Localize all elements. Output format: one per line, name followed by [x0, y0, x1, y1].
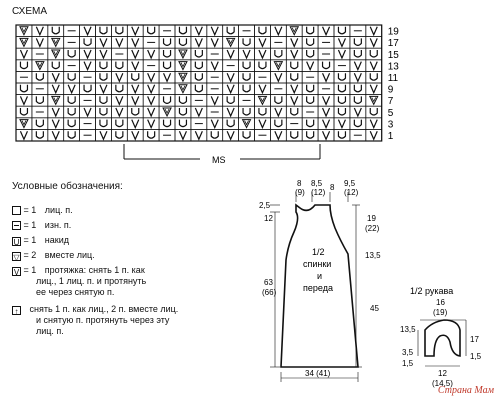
body-label-line1: 1/2	[312, 247, 325, 257]
sleeve-bottom-dim: 12	[438, 369, 447, 378]
body-right-dim: 19	[367, 214, 376, 223]
purl-stitch-icon	[12, 221, 21, 230]
body-right-dim: 13,5	[365, 251, 381, 260]
row-number: 5	[387, 107, 394, 119]
body-left-dim: 12	[264, 214, 273, 223]
sleeve-top-dim: 16	[436, 298, 445, 307]
body-left-dim: (66)	[262, 288, 277, 297]
sleeve-left-dim: 1,5	[402, 359, 414, 368]
sleeve-bottom-dim-alt: (14,5)	[432, 379, 453, 388]
stitch-chart-row-numbers	[388, 27, 400, 142]
sleeve-right-dim: 1,5	[470, 352, 482, 361]
body-top-dim: (12)	[344, 188, 359, 197]
body-top-dim: (12)	[311, 188, 326, 197]
row-number: 7	[387, 96, 394, 108]
knit-stitch-icon	[12, 206, 21, 215]
stitch-chart-grid	[16, 25, 382, 141]
repeat-label: MS	[212, 155, 226, 165]
body-label-line4: переда	[303, 283, 333, 293]
body-right-dim: (22)	[365, 224, 380, 233]
body-left-dim: 2,5	[259, 201, 271, 210]
body-bottom-dim: 34 (41)	[305, 369, 331, 378]
row-number: 17	[387, 38, 399, 50]
legend-continuation: ее через снятую п.	[36, 287, 115, 297]
legend-item-ssk: V = 1 протяжка: снять 1 п. как	[13, 265, 145, 277]
legend-item-sk2p: ↑ снять 1 п. как лиц., 2 п. вместе лиц.	[12, 304, 178, 315]
sleeve-pattern-outline	[425, 320, 460, 356]
legend-continuation: и снятую п. протянуть через эту	[36, 315, 170, 325]
legend-item-k2tog: ▽ = 2 вместе лиц.	[13, 250, 95, 262]
row-number: 1	[387, 131, 394, 142]
body-top-dim: 8,5	[311, 179, 323, 188]
row-number: 9	[387, 84, 394, 96]
row-number: 19	[387, 26, 399, 38]
body-left-dim: 63	[264, 278, 273, 287]
body-right-dim: 45	[370, 304, 379, 313]
legend-title: Условные обозначения:	[12, 181, 123, 192]
ssk-icon: V	[13, 268, 20, 277]
sleeve-left-dim: 13,5	[400, 325, 416, 334]
sleeve-title: 1/2 рукава	[410, 286, 454, 296]
body-top-dim: 8	[297, 179, 302, 188]
body-label-line3: и	[317, 271, 323, 281]
body-top-dim: 9,5	[344, 179, 356, 188]
body-top-dim: (9)	[295, 188, 305, 197]
legend-continuation: лиц. п.	[36, 326, 64, 336]
legend-item-yarnover: U = 1 накид	[13, 235, 69, 247]
sleeve-right-dim: 17	[470, 335, 479, 344]
arrow-up-icon: ↑	[12, 306, 21, 315]
watermark-logo: Страна Мам	[437, 385, 494, 396]
body-top-dim: 8	[330, 183, 335, 192]
row-number: 11	[387, 73, 399, 84]
legend-item-purl: = 1 изн. п.	[12, 220, 71, 231]
yarnover-icon: U	[13, 238, 20, 247]
row-number: 3	[387, 119, 394, 131]
legend-item-knit: = 1 лиц. п.	[12, 205, 73, 216]
row-number: 15	[387, 49, 399, 61]
sleeve-left-dim: 3,5	[402, 348, 414, 357]
row-number: 13	[387, 61, 399, 73]
k2tog-icon: ▽	[13, 253, 20, 262]
schema-title: СХЕМА	[12, 6, 47, 17]
legend-continuation: лиц., 1 лиц. п. и протянуть	[36, 276, 147, 286]
body-label-line2: спинки	[303, 259, 332, 269]
sleeve-top-dim-alt: (19)	[433, 308, 448, 317]
